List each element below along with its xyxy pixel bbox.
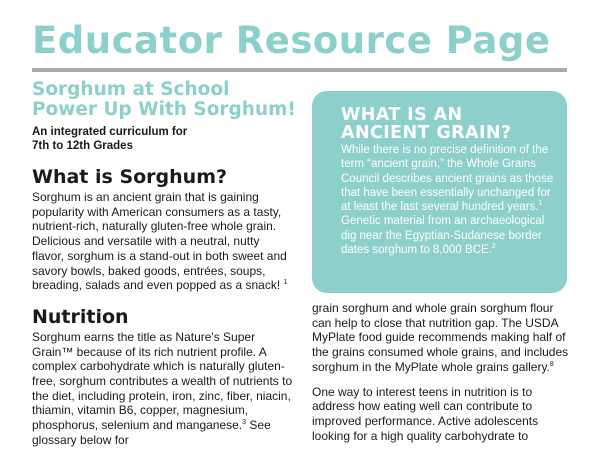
curriculum-intro — [32, 125, 294, 153]
nutrition-tail-text: See glossary below for — [32, 418, 271, 447]
intro-line-1: An integrated curriculum for — [32, 126, 188, 138]
myplate-text: grain sorghum and whole grain sorghum flour can help to close that nutrition gap. The USDA MyPlate food guide recommends making half of the grains consumed whole grains, and includes sorghum in the MyPlate whole grains gallery. — [312, 301, 569, 374]
footnote-marker: 1 — [538, 200, 543, 208]
nutrition-text: Sorghum earns the title as Nature's Super Grain™ because of its rich nutrient profile. A complex carbohydrate which is naturally gluten-free, sorghum contributes a wealth of nutrients to the diet, including protein, iron, zinc, fiber, niacin, thiamin, vitamin B6, copper, magnesium, phosphorus, selenium and manganese. — [32, 329, 293, 433]
what-is-sorghum-paragraph — [32, 190, 294, 293]
nutrition-paragraph — [32, 330, 294, 448]
footnote-marker: 3 — [242, 419, 247, 427]
right-column — [312, 301, 574, 443]
ancient-grain-sidebar — [312, 91, 567, 293]
sidebar-text: While there is no precise definition of the term “ancient grain,” the Whole Grains Council describes ancient grains as those that have been essentially unchanged for at least the last several hundred years. — [341, 144, 554, 214]
curriculum-subhead — [32, 80, 294, 120]
sidebar-heading-line-1: WHAT IS AN — [341, 105, 463, 125]
subhead-line-1: Sorghum at School — [32, 79, 230, 100]
subhead-line-2: Power Up With Sorghum! — [32, 99, 296, 120]
left-column — [32, 80, 294, 448]
sidebar-text-2: Genetic material from an archaeological dig near the Egyptian-Sudanese border dates sorghum to 8,000 BCE. — [341, 215, 545, 257]
footnote-marker: 8 — [549, 360, 554, 368]
intro-line-2: 7th to 12th Grades — [32, 140, 133, 152]
footnote-marker: 1 — [283, 279, 288, 287]
page-title: Educator Resource Page — [32, 19, 551, 62]
what-is-sorghum-heading: What is Sorghum? — [32, 166, 228, 188]
sidebar-heading-line-2: ANCIENT GRAIN? — [341, 123, 512, 143]
sidebar-heading — [341, 106, 511, 142]
sidebar-paragraph — [341, 143, 559, 257]
what-is-sorghum-text: Sorghum is an ancient grain that is gaining popularity with American consumers as a tasty, nutrient-rich, naturally gluten-free whole grain. Delicious and versatile with a neutral, nutty flavor, sorghum is a stand-out in both sweet and savory bowls, baked goods, entrées, soups, breading, salads and even popped as a snack! — [32, 190, 287, 293]
teen-nutrition-paragraph: One way to interest teens in nutrition is to address how eating well can contribute to improved performance. Active adolescents looking for a high quality carbohydrate to — [312, 384, 539, 443]
nutrition-heading: Nutrition — [32, 305, 129, 328]
myplate-paragraph — [312, 301, 574, 375]
title-divider — [32, 68, 567, 72]
footnote-marker: 2 — [491, 243, 496, 251]
